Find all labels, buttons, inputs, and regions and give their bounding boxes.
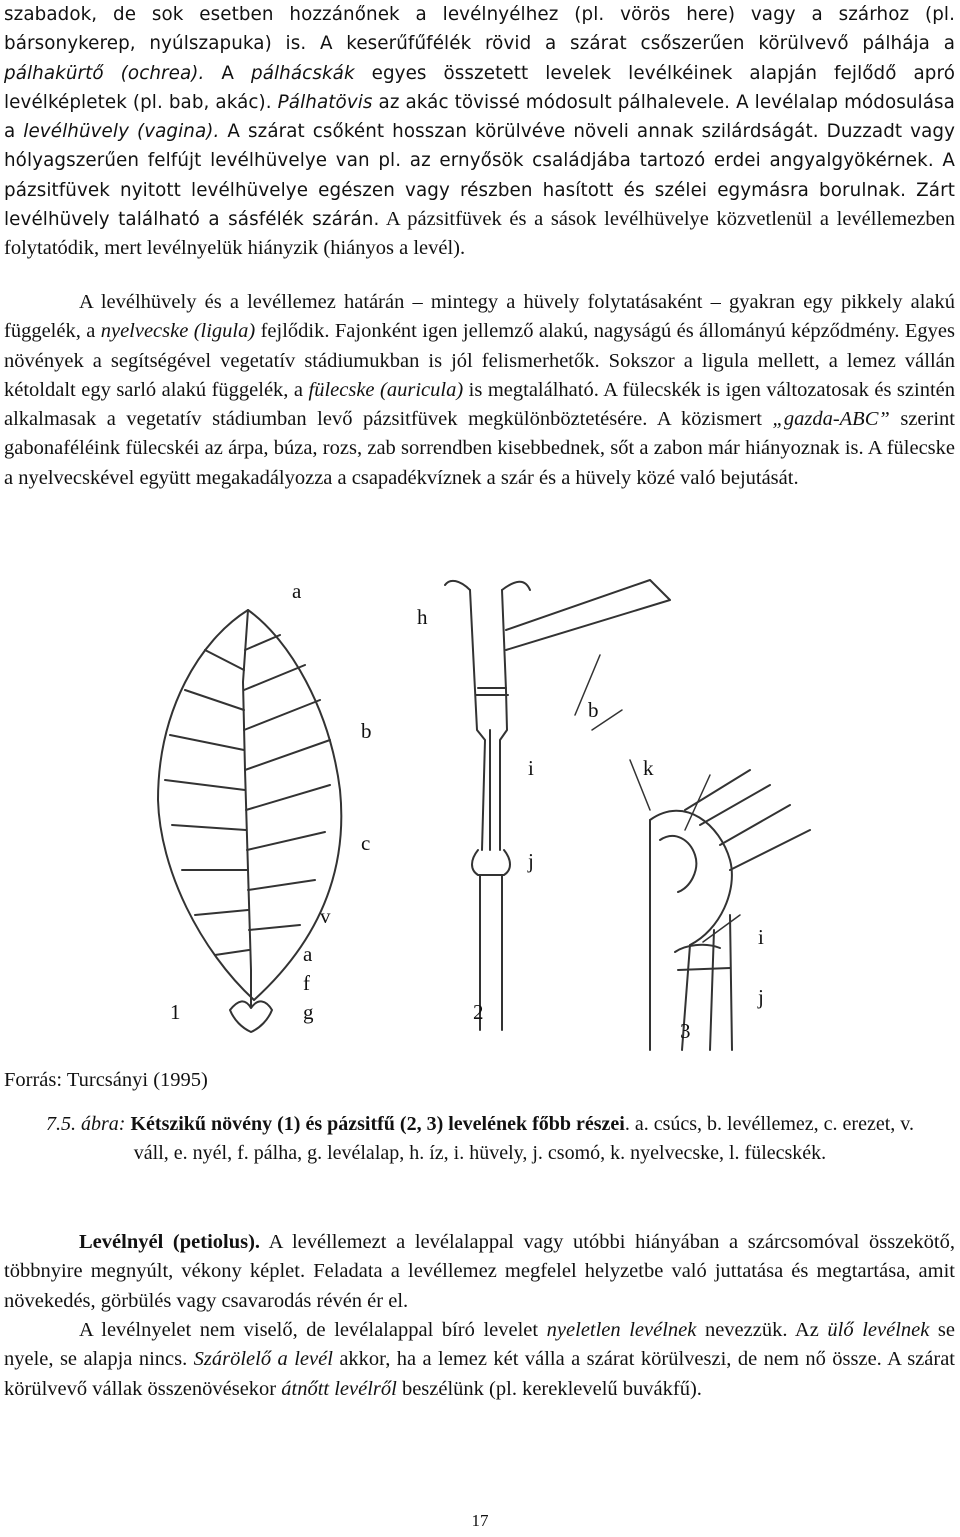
term-auricula: fülecske (auricula) bbox=[308, 378, 464, 401]
label-b-right: b bbox=[588, 698, 599, 722]
figure-source: Forrás: Turcsányi (1995) bbox=[4, 1069, 208, 1091]
label-f: f bbox=[303, 971, 310, 995]
term-ulo: ülő levélnek bbox=[827, 1319, 930, 1341]
caption-prefix: 7.5. ábra: bbox=[46, 1113, 126, 1135]
paragraph-petiole: Levélnyél (petiolus). A levéllemezt a levélalappal vagy utóbbi hiányában a szárcsomóval összekötő, többnyire megnyúlt, vékony képlet. Feladata a levéllemez megfelel helyzetbe való juttatása és megtartása, amit növekedés, görbülés vagy csavarodás révén ér el. bbox=[4, 1231, 956, 1312]
label-i-right: i bbox=[758, 925, 764, 949]
label-k: k bbox=[643, 756, 654, 780]
page-number: 17 bbox=[471, 1511, 489, 1530]
heading-petiolus: Levélnyél (petiolus). bbox=[79, 1231, 261, 1253]
label-h: h bbox=[417, 605, 428, 629]
term-atnott: átnőtt levélről bbox=[281, 1377, 397, 1400]
term-nyeletlen: nyeletlen levélnek bbox=[546, 1319, 697, 1341]
figure-caption bbox=[40, 1110, 920, 1168]
term-palhatovis: Pálhatövis bbox=[277, 91, 373, 113]
caption-rest: . a. csúcs, b. levéllemez, c. erezet, v. váll, e. nyél, f. pálha, g. levélalap, h. íz, i. hüvely, j. csomó, k. nyelvecske, l. fülecskék. bbox=[133, 1113, 914, 1164]
term-ochrea: pálhakürtő (ochrea). bbox=[4, 62, 205, 84]
paragraph-ligula: A levélhüvely és a levéllemez határán – mintegy a hüvely folytatásaként – gyakran egy pikkely alakú függelék, a nyelvecske (ligula) fejlődik. Fajonként igen jellemző alakú, nagyságú és állományú képződmény. Egyes növények a segítségével vegetatív stádiumukban is jól felismerhetők. Sokszor a ligula mellett, a lemez vállán kétoldalt egy sarló alakú függelék, a fülecske (auricula) is megtalálható. A fülecskék is igen változatosak és szintén alkalmasak a vegetatív stádiumban levő pázsitfüvek megkülönböztetésére. A közismert „gazda-ABC” szerint gabonaféléink fülecskéi az árpa, búza, rozs, zab sorrendben kisebbednek, sőt a zabon már hiányoznak is. A fülecske a nyelvecskével együtt megakadályozza a csapadékvíznek a szár és a hüvely közé való bejutását. bbox=[4, 291, 955, 489]
grass-stem-drawing bbox=[445, 580, 670, 1030]
label-a-top: a bbox=[292, 579, 302, 603]
label-2: 2 bbox=[473, 1000, 484, 1024]
label-1: 1 bbox=[170, 1000, 181, 1024]
label-v: v bbox=[320, 904, 331, 928]
label-j-mid: j bbox=[528, 849, 534, 873]
label-a-low: a bbox=[303, 942, 313, 966]
label-b-mid: b bbox=[361, 719, 372, 743]
term-gazda-abc: „gazda-ABC” bbox=[772, 408, 890, 431]
term-palhacskak: pálhácskák bbox=[251, 62, 355, 84]
term-ligula: nyelvecske (ligula) bbox=[100, 320, 256, 343]
dicot-leaf-drawing bbox=[158, 610, 341, 1032]
label-g: g bbox=[303, 1000, 314, 1024]
term-szarolelo: Szárölelő a levél bbox=[193, 1348, 333, 1371]
ligule-auricle-drawing bbox=[650, 770, 810, 1050]
term-vagina: levélhüvely (vagina). bbox=[23, 121, 220, 143]
label-j-right: j bbox=[758, 985, 764, 1009]
paragraph-sessile-leaf: A levélnyelet nem viselő, de levélalappal bíró levelet nyeletlen levélnek nevezzük. Az ülő levélnek se nyele, se alapja nincs. Szárölelő a levél akkor, ha a lemez két válla a szárat körülveszi, de nem nő össze. A szárat körülvevő vállak összenövésekor átnőtt levélről beszélünk (pl. kereklevelű buvákfű). bbox=[4, 1319, 956, 1400]
label-i-mid: i bbox=[528, 756, 534, 780]
label-c: c bbox=[361, 831, 371, 855]
caption-title: Kétszikű növény (1) és pázsitfű (2, 3) levelének főbb részei bbox=[130, 1113, 625, 1135]
paragraph-stipules-sheath: szabadok, de sok esetben hozzánőnek a levélnyélhez (pl. vörös here) vagy a szárhoz (pl. bársonykerep, nyúlszapuka) is. A keserűfűfélék rövid a szárat csőszerűen körülvevő pálhája a pálhakürtő (ochrea). A pálhácskák egyes összetett levelek levélkéinek alapján fejlődő apró levélképletek (pl. bab, akác). Pálhatövis az akác tövissé módosult pálhalevele. A levélalap módosulása a levélhüvely (vagina). A szárat csőként hosszan körülvéve növeli annak szilárdságát. Duzzadt vagy hólyagszerűen felfújt levélhüvelye van pl. az ernyősök családjába tartozó erdei angyalgyökérnek. A pázsitfüvek nyitott levélhüvelye egészen vagy részben hasított és szélei egymásra borulnak. Zárt levélhüvely található a sásfélék szárán. A pázsitfüvek és a sások levélhüvelye közvetlenül a levéllemezben folytatódik, mert levélnyelük hiányzik (hiányos a levél). bbox=[4, 4, 955, 260]
leaf-parts-figure bbox=[130, 570, 830, 1060]
label-3: 3 bbox=[680, 1019, 691, 1043]
